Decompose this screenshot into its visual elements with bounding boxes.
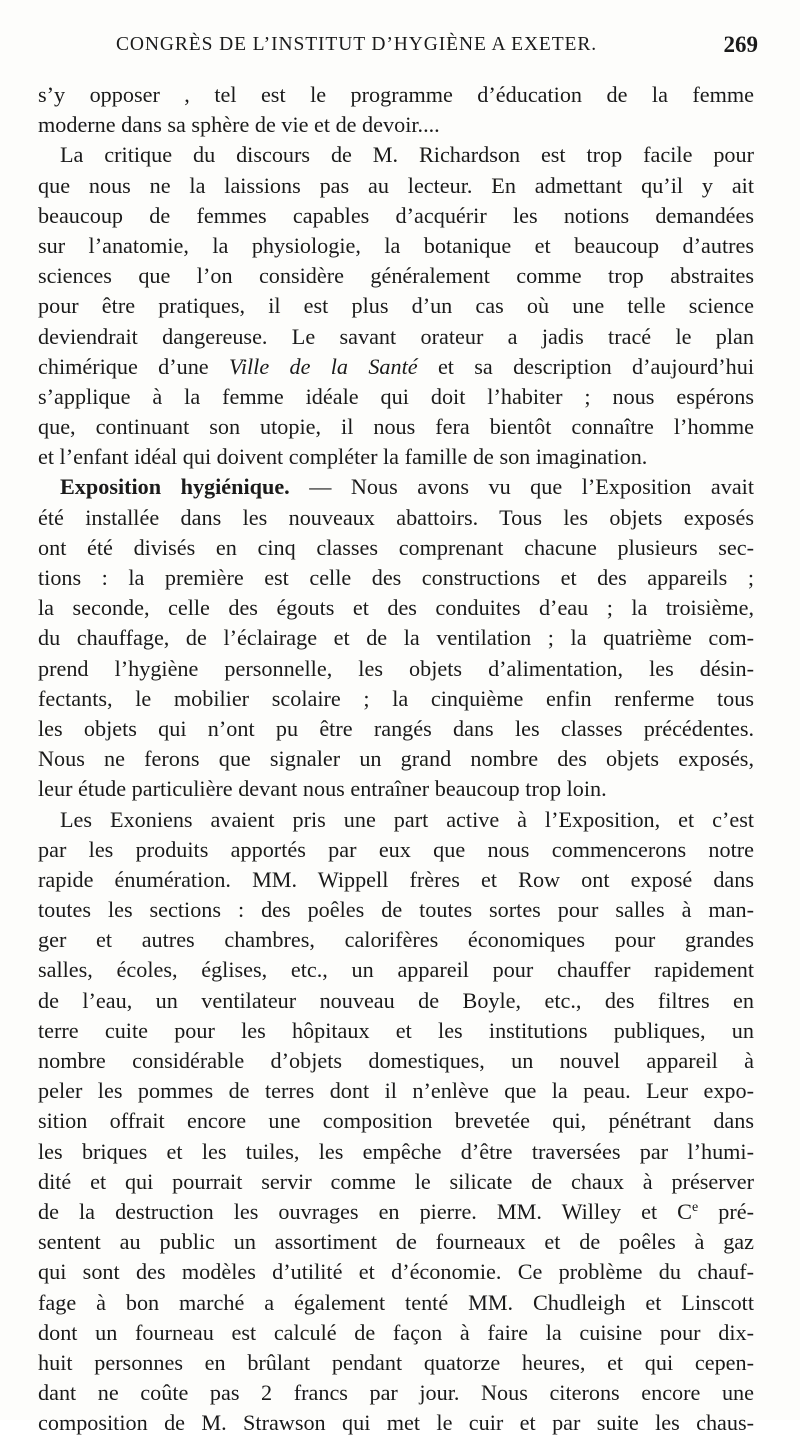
text-line: été installée dans les nouveaux abattoirs. Tous les objets exposés [38, 504, 754, 530]
italic-title: Ville de la Santé [228, 353, 418, 379]
text-line: tions : la première est celle des constructions et des appareils ; [38, 565, 754, 590]
text-line: de l’eau, un ventilateur nouveau de Boyle, etc., des filtres en [38, 987, 754, 1013]
text-line: Nous ne ferons que signaler un grand nombre des objets exposés, [38, 746, 754, 772]
page-number: 269 [723, 32, 758, 57]
text-line: ger et autres chambres, calorifères économiques pour grandes [38, 927, 754, 953]
text-line: sition offrait encore une composition brevetée qui, pénétrant dans [38, 1108, 754, 1134]
text-line: leur étude particulière devant nous entraîner beaucoup trop loin. [38, 776, 607, 802]
text-line: que, continuant son utopie, il nous fera bientôt connaître l’homme [38, 414, 754, 440]
text-line: fage à bon marché a également tenté MM. Chudleigh et Linscott [38, 1289, 754, 1315]
text-line: pour être pratiques, il est plus d’un cas où une telle science [38, 293, 754, 319]
text-line: deviendrait dangereuse. Le savant orateur a jadis tracé le plan [38, 323, 754, 349]
text-line [38, 1197, 754, 1227]
text-line: les briques et les tuiles, les empêche d’être traversées par l’humi- [38, 1138, 754, 1164]
text-line: sentent au public un assortiment de fourneaux et de poêles à gaz [38, 1229, 754, 1255]
text-line: par les produits apportés par eux que nous commencerons notre [38, 836, 754, 862]
text-line: beaucoup de femmes capables d’acquérir les notions demandées [38, 202, 754, 228]
text-run: et sa description d’aujourd’hui [417, 353, 754, 379]
text-run: chimérique d’une [38, 353, 229, 379]
text-line: moderne dans sa sphère de vie et de devoir.... [38, 112, 440, 138]
page-header [38, 34, 758, 70]
text-run: pré- [698, 1198, 754, 1224]
text-line: La critique du discours de M. Richardson est trop facile pour [60, 142, 754, 168]
text-line: huit personnes en brûlant pendant quatorze heures, et qui cepen- [38, 1349, 754, 1375]
text-line: la seconde, celle des égouts et des conduites d’eau ; la troisième, [38, 595, 754, 621]
text-line: prend l’hygiène personnelle, les objets d’alimentation, les désin- [38, 655, 754, 681]
text-run: de la destruction les ouvrages en pierre. MM. Willey et C [38, 1198, 692, 1224]
text-line [38, 352, 754, 382]
text-line: Les Exoniens avaient pris une part active à l’Exposition, et c’est [60, 806, 754, 832]
text-line: sur l’anatomie, la physiologie, la botanique et beaucoup d’autres [38, 232, 754, 258]
text-line: s’y opposer , tel est le programme d’éducation de la femme [38, 82, 754, 107]
text-line: du chauffage, de l’éclairage et de la ventilation ; la quatrième com- [38, 625, 754, 651]
text-line: dité et qui pourrait servir comme le silicate de chaux à préserver [38, 1168, 754, 1194]
section-heading: Exposition hygiénique. [60, 474, 290, 500]
text-line: qui sont des modèles d’utilité et d’économie. Ce problème du chauf- [38, 1259, 754, 1285]
text-line: fectants, le mobilier scolaire ; la cinquième enfin renferme tous [38, 685, 754, 711]
body-text [38, 80, 754, 1438]
text-line: et l’enfant idéal qui doivent compléter la famille de son imagination. [38, 444, 648, 470]
text-line: composition de M. Strawson qui met le cuir et par suite les chaus- [38, 1410, 754, 1436]
text-line: dant ne coûte pas 2 francs par jour. Nous citerons encore une [38, 1380, 754, 1406]
text-run: — Nous avons vu que l’Exposition avait [289, 474, 754, 500]
text-line: que nous ne la laissions pas au lecteur. En admettant qu’il y ait [38, 172, 754, 198]
text-line: sciences que l’on considère généralement comme trop abstraites [38, 263, 754, 289]
text-line: ont été divisés en cinq classes comprenant chacune plusieurs sec- [38, 534, 754, 560]
text-line [38, 472, 754, 502]
text-line: rapide énumération. MM. Wippell frères et Row ont exposé dans [38, 866, 754, 892]
text-line: dont un fourneau est calculé de façon à faire la cuisine pour dix- [38, 1319, 754, 1345]
text-line: nombre considérable d’objets domestiques, un nouvel appareil à [38, 1048, 754, 1073]
text-line: terre cuite pour les hôpitaux et les institutions publiques, un [38, 1017, 754, 1043]
text-line: salles, écoles, églises, etc., un appareil pour chauffer rapidement [38, 957, 754, 983]
superscript: e [691, 1199, 699, 1215]
running-title: CONGRÈS DE L’INSTITUT D’HYGIÈNE A EXETER. [116, 34, 598, 55]
text-line: peler les pommes de terres dont il n’enlève que la peau. Leur expo- [38, 1078, 754, 1104]
text-line: les objets qui n’ont pu être rangés dans les classes précédentes. [38, 715, 754, 741]
text-line: toutes les sections : des poêles de toutes sortes pour salles à man- [38, 897, 754, 923]
text-line: s’applique à la femme idéale qui doit l’habiter ; nous espérons [38, 383, 754, 409]
